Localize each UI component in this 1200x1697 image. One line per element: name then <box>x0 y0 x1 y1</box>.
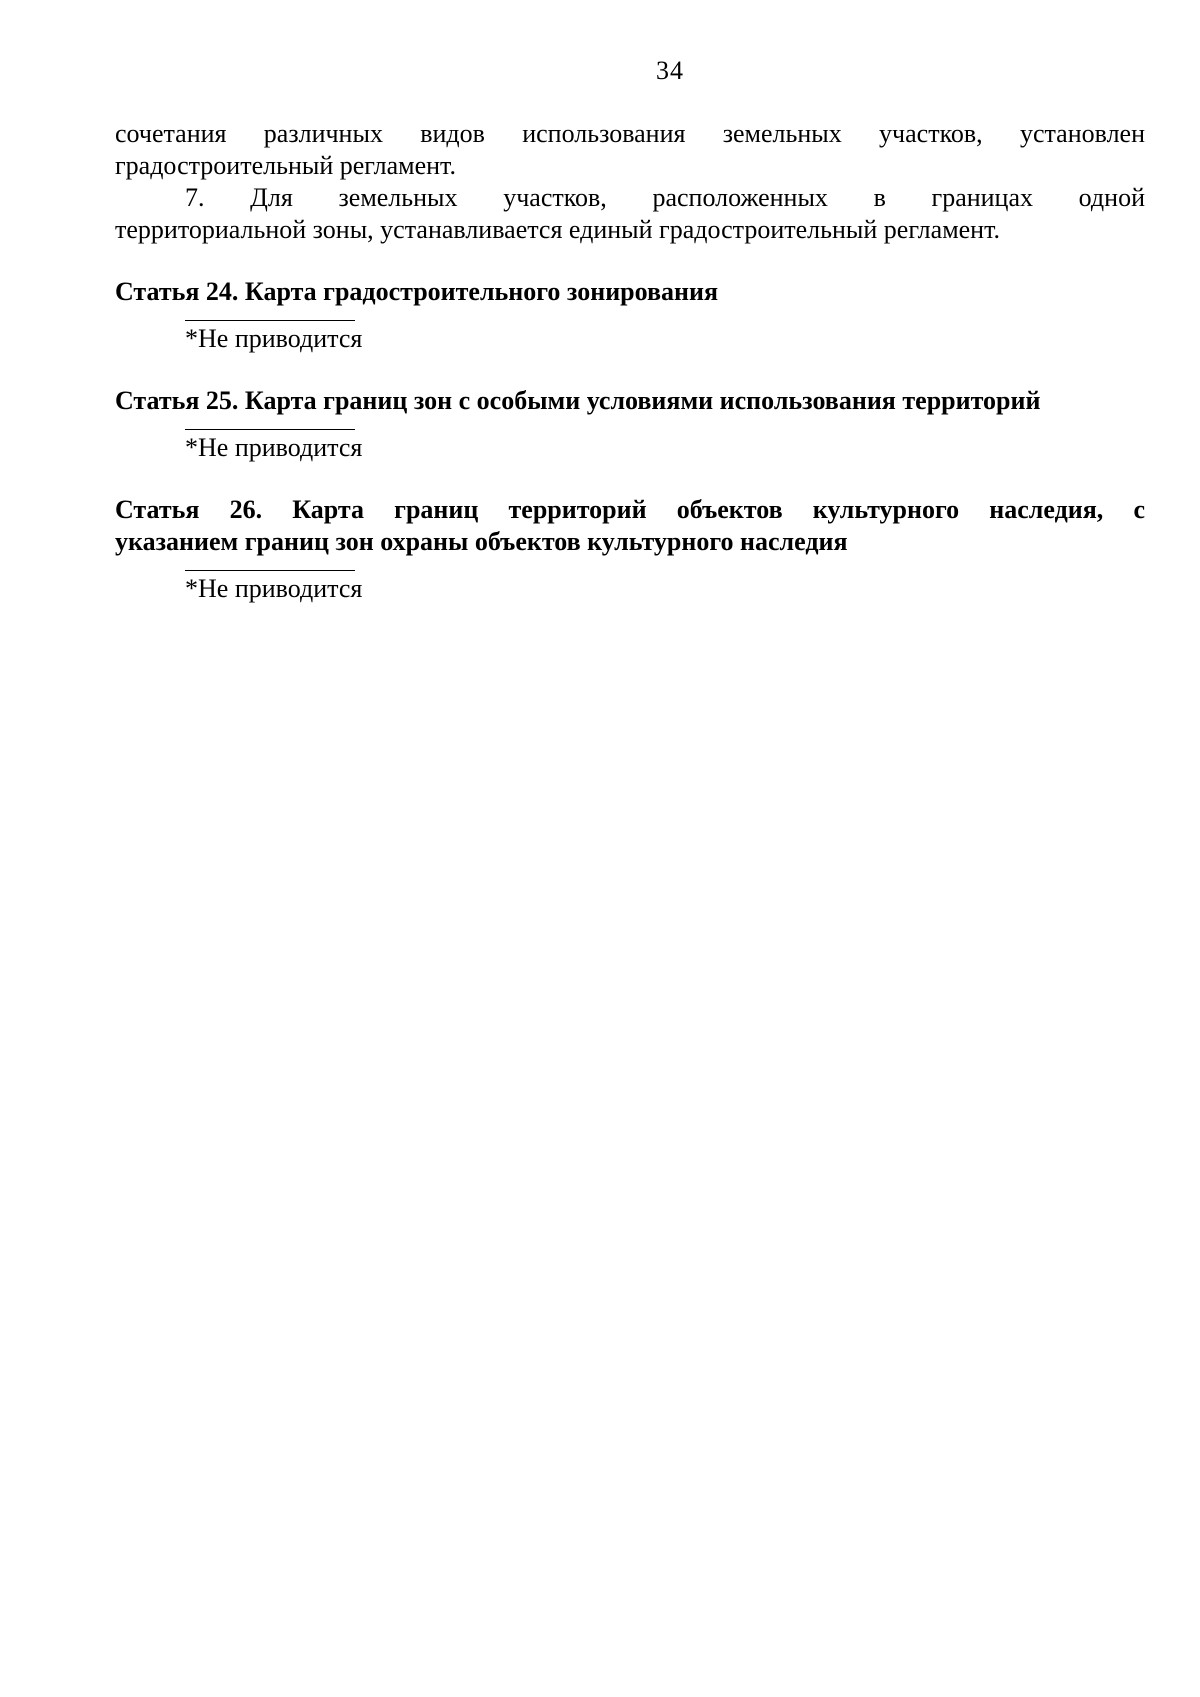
document-body <box>115 118 1145 605</box>
article-24 <box>115 276 1145 355</box>
footnote-text: *Не приводится <box>185 574 363 603</box>
paragraph-line: сочетания различных видов использования земельных участков, установлен <box>115 119 1145 148</box>
article-26 <box>115 494 1145 605</box>
footnote-rule <box>185 320 355 321</box>
footnote <box>185 570 1145 605</box>
article-heading: Статья 25. Карта границ зон с особыми условиями использования территорий <box>115 386 1041 415</box>
article-heading-continuation: указанием границ зон охраны объектов культурного наследия <box>115 527 848 556</box>
paragraph-line: градостроительный регламент. <box>115 151 456 180</box>
paragraph-line: 7. Для земельных участков, расположенных в границах одной <box>185 183 1145 212</box>
footnote-rule <box>185 429 355 430</box>
article-heading: Статья 26. Карта границ территорий объектов культурного наследия, с <box>115 495 1145 524</box>
footnote-rule <box>185 570 355 571</box>
footnote-text: *Не приводится <box>185 324 363 353</box>
paragraph-item-7 <box>115 182 1145 246</box>
article-25 <box>115 385 1145 464</box>
footnote <box>185 429 1145 464</box>
page-number: 34 <box>656 56 684 85</box>
footnote-text: *Не приводится <box>185 433 363 462</box>
article-heading: Статья 24. Карта градостроительного зонирования <box>115 277 719 306</box>
footnote <box>185 320 1145 355</box>
paragraph-line: территориальной зоны, устанавливается единый градостроительный регламент. <box>115 215 1001 244</box>
paragraph-continuation <box>115 118 1145 182</box>
